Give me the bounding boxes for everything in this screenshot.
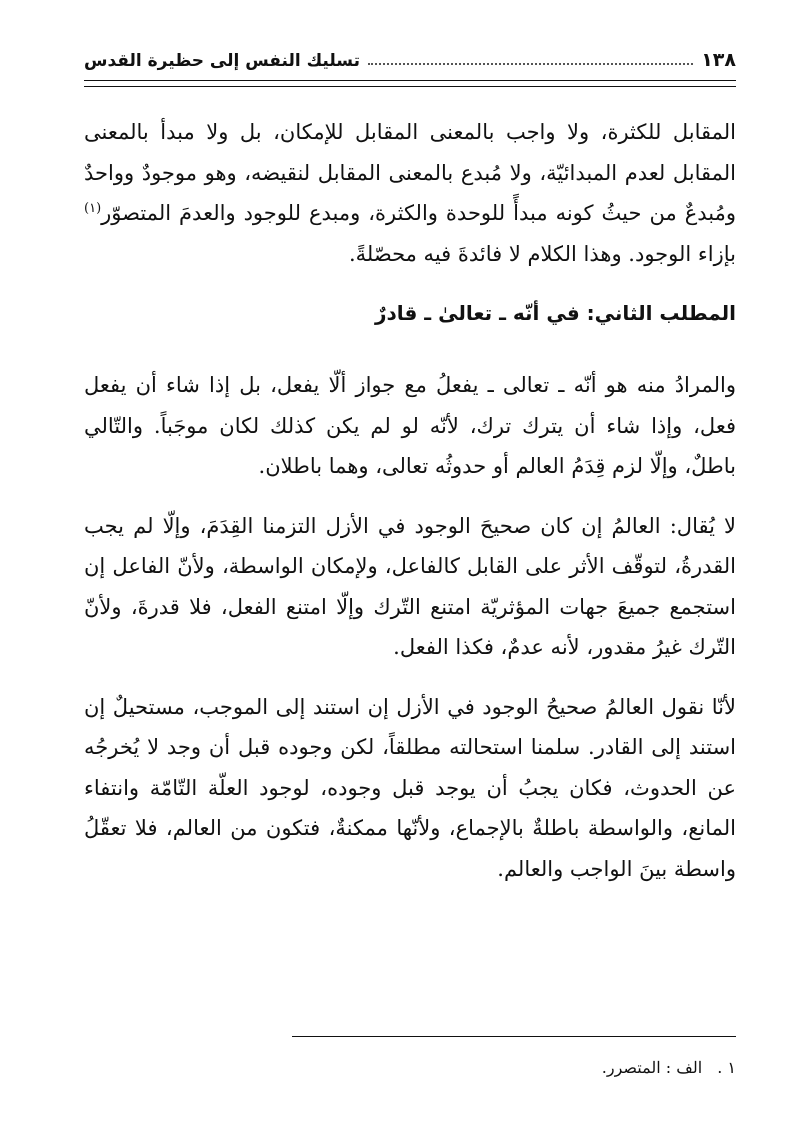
running-title: تسليك النفس إلى حظيرة القدس <box>84 51 360 71</box>
paragraph-1-text: المقابل للكثرة، ولا واجب بالمعنى المقابل للإمكان، بل ولا مبدأ بالمعنى المقابل لعدم المبدائيّة، ولا مُبدع بالمعنى المقابل لنقيضه، وهو موجودٌ وواحدٌ ومُبدعٌ من حيثُ كونه مبدأً للوحدة والكثرة، ومبدع للوجود والعدمَ المتصوّر <box>84 120 736 225</box>
footnote <box>602 1056 736 1080</box>
section-heading: المطلب الثاني: في أنّه ـ تعالىٰ ـ قادرٌ <box>374 301 736 325</box>
paragraph-4: لأنّا نقول العالمُ صحيحُ الوجود في الأزل إن استند إلى الموجب، مستحيلٌ إن استند إلى القادر. سلمنا استحالته مطلقاً، لكن وجوده قبل أن وجد لا يُخرجُه عن الحدوث، فكان يجبُ أن يوجد قبل وجوده، لوجود العلّة التّامّة وانتفاء المانع، والواسطة باطلةٌ بالإجماع، ولأنّها ممكنةٌ، فتكون من العالم، فلا تعقّلُ واسطة بينَ الواجب والعالم. <box>84 694 736 881</box>
footnote-number: ١ . <box>717 1058 736 1077</box>
header-double-rule <box>84 80 736 87</box>
main-text <box>84 112 736 908</box>
footnote-reference[interactable]: (١) <box>84 201 102 216</box>
page-number: ١٣٨ <box>701 49 736 71</box>
footnote-text: الف : المتصرر. <box>601 1058 703 1077</box>
footnote-separator <box>292 1036 736 1037</box>
paragraph-1 <box>84 112 736 274</box>
running-header <box>84 38 736 74</box>
header-dot-leader <box>368 63 693 65</box>
paragraph-2: والمرادُ منه هو أنّه ـ تعالى ـ يفعلُ مع جواز ألّا يفعل، بل إذا شاء أن يفعل فعل، وإذا شاء أن يترك ترك، لأنّه لو لم يكن كذلك لكان موجَباً. والتّالي باطلٌ، وإلّا لزم قِدَمُ العالم أو حدوثُه تعالى، وهما باطلان. <box>84 373 736 478</box>
paragraph-1-text-end: بإزاء الوجود. وهذا الكلام لا فائدةَ فيه محصّلةً. <box>348 241 736 266</box>
paragraph-3: لا يُقال: العالمُ إن كان صحيحَ الوجود في الأزل التزمنا القِدَمَ، وإلّا لم يجب القدرةُ، لتوقّف الأثر على القابل كالفاعل، ولإمكان الواسطة، ولأنّ الفاعل إن استجمع جميعَ جهات المؤثريّة امتنع التّرك وإلّا امتنع الفعل، فلا قدرةَ، ولأنّ التّرك غيرُ مقدور، لأنه عدمٌ، فكذا الفعل. <box>84 513 736 659</box>
